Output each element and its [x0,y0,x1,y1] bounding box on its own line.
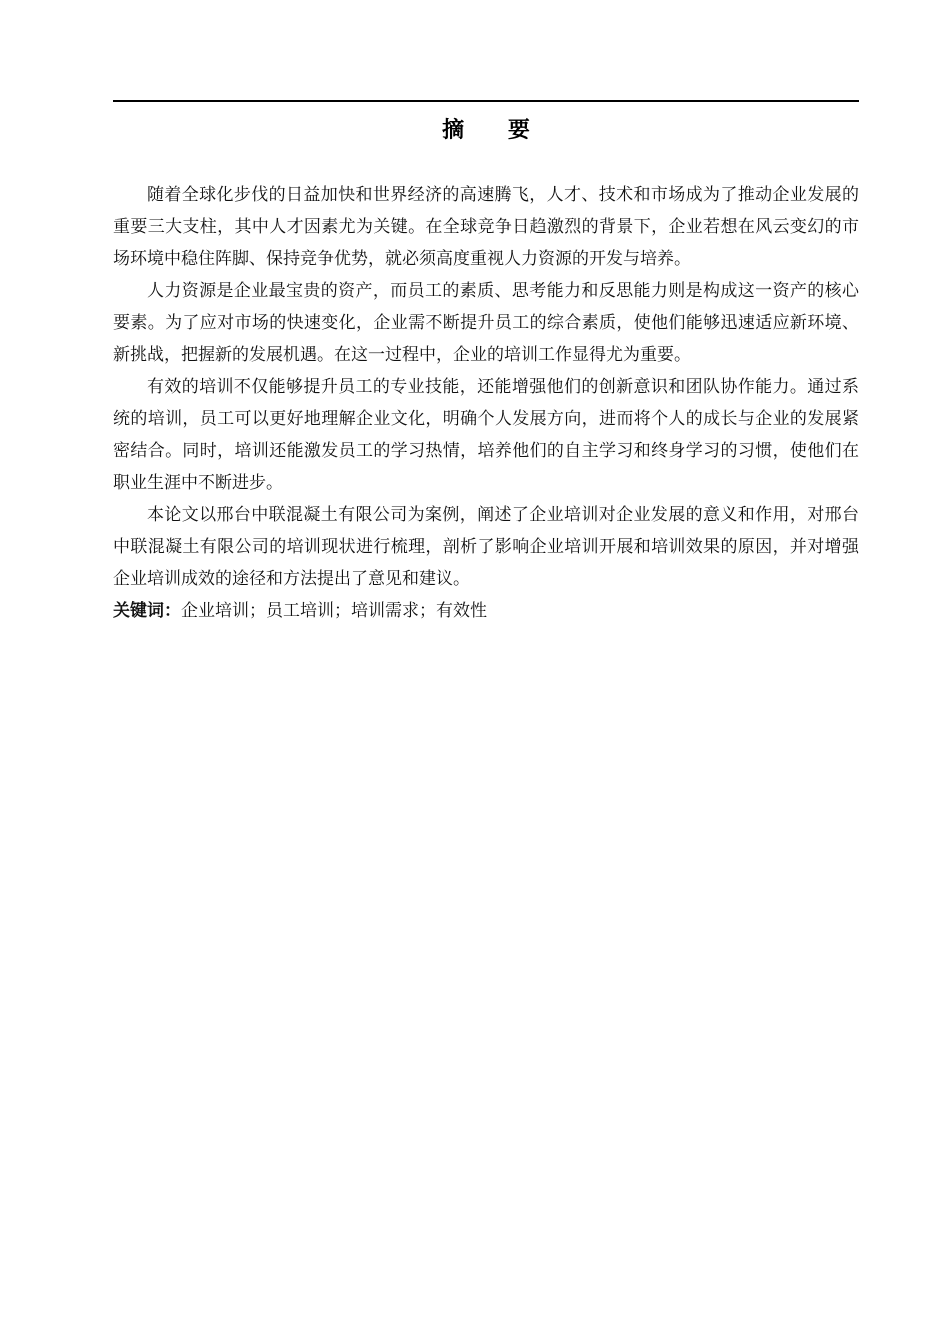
abstract-body [113,179,859,627]
abstract-title: 摘 要 [442,118,548,143]
abstract-paragraph-3: 有效的培训不仅能够提升员工的专业技能，还能增强他们的创新意识和团队协作能力。通过系统的培训，员工可以更好地理解企业文化，明确个人发展方向，进而将个人的成长与企业的发展紧密结合。同时，培训还能激发员工的学习热情，培养他们的自主学习和终身学习的习惯，使他们在职业生涯中不断进步。 [113,377,859,493]
header-rule [113,100,859,102]
keywords-line [113,595,859,627]
keywords-text: 企业培训；员工培训；培训需求；有效性 [181,601,487,621]
keywords-label: 关键词： [113,601,181,621]
abstract-paragraph-4: 本论文以邢台中联混凝土有限公司为案例，阐述了企业培训对企业发展的意义和作用，对邢台中联混凝土有限公司的培训现状进行梳理，剖析了影响企业培训开展和培训效果的原因，并对增强企业培训成效的途径和方法提出了意见和建议。 [113,505,859,589]
abstract-paragraph-1: 随着全球化步伐的日益加快和世界经济的高速腾飞，人才、技术和市场成为了推动企业发展的重要三大支柱，其中人才因素尤为关键。在全球竞争日趋激烈的背景下，企业若想在风云变幻的市场环境中稳住阵脚、保持竞争优势，就必须高度重视人力资源的开发与培养。 [113,185,859,269]
abstract-paragraph-2: 人力资源是企业最宝贵的资产，而员工的素质、思考能力和反思能力则是构成这一资产的核心要素。为了应对市场的快速变化，企业需不断提升员工的综合素质，使他们能够迅速适应新环境、新挑战，把握新的发展机遇。在这一过程中，企业的培训工作显得尤为重要。 [113,281,859,365]
